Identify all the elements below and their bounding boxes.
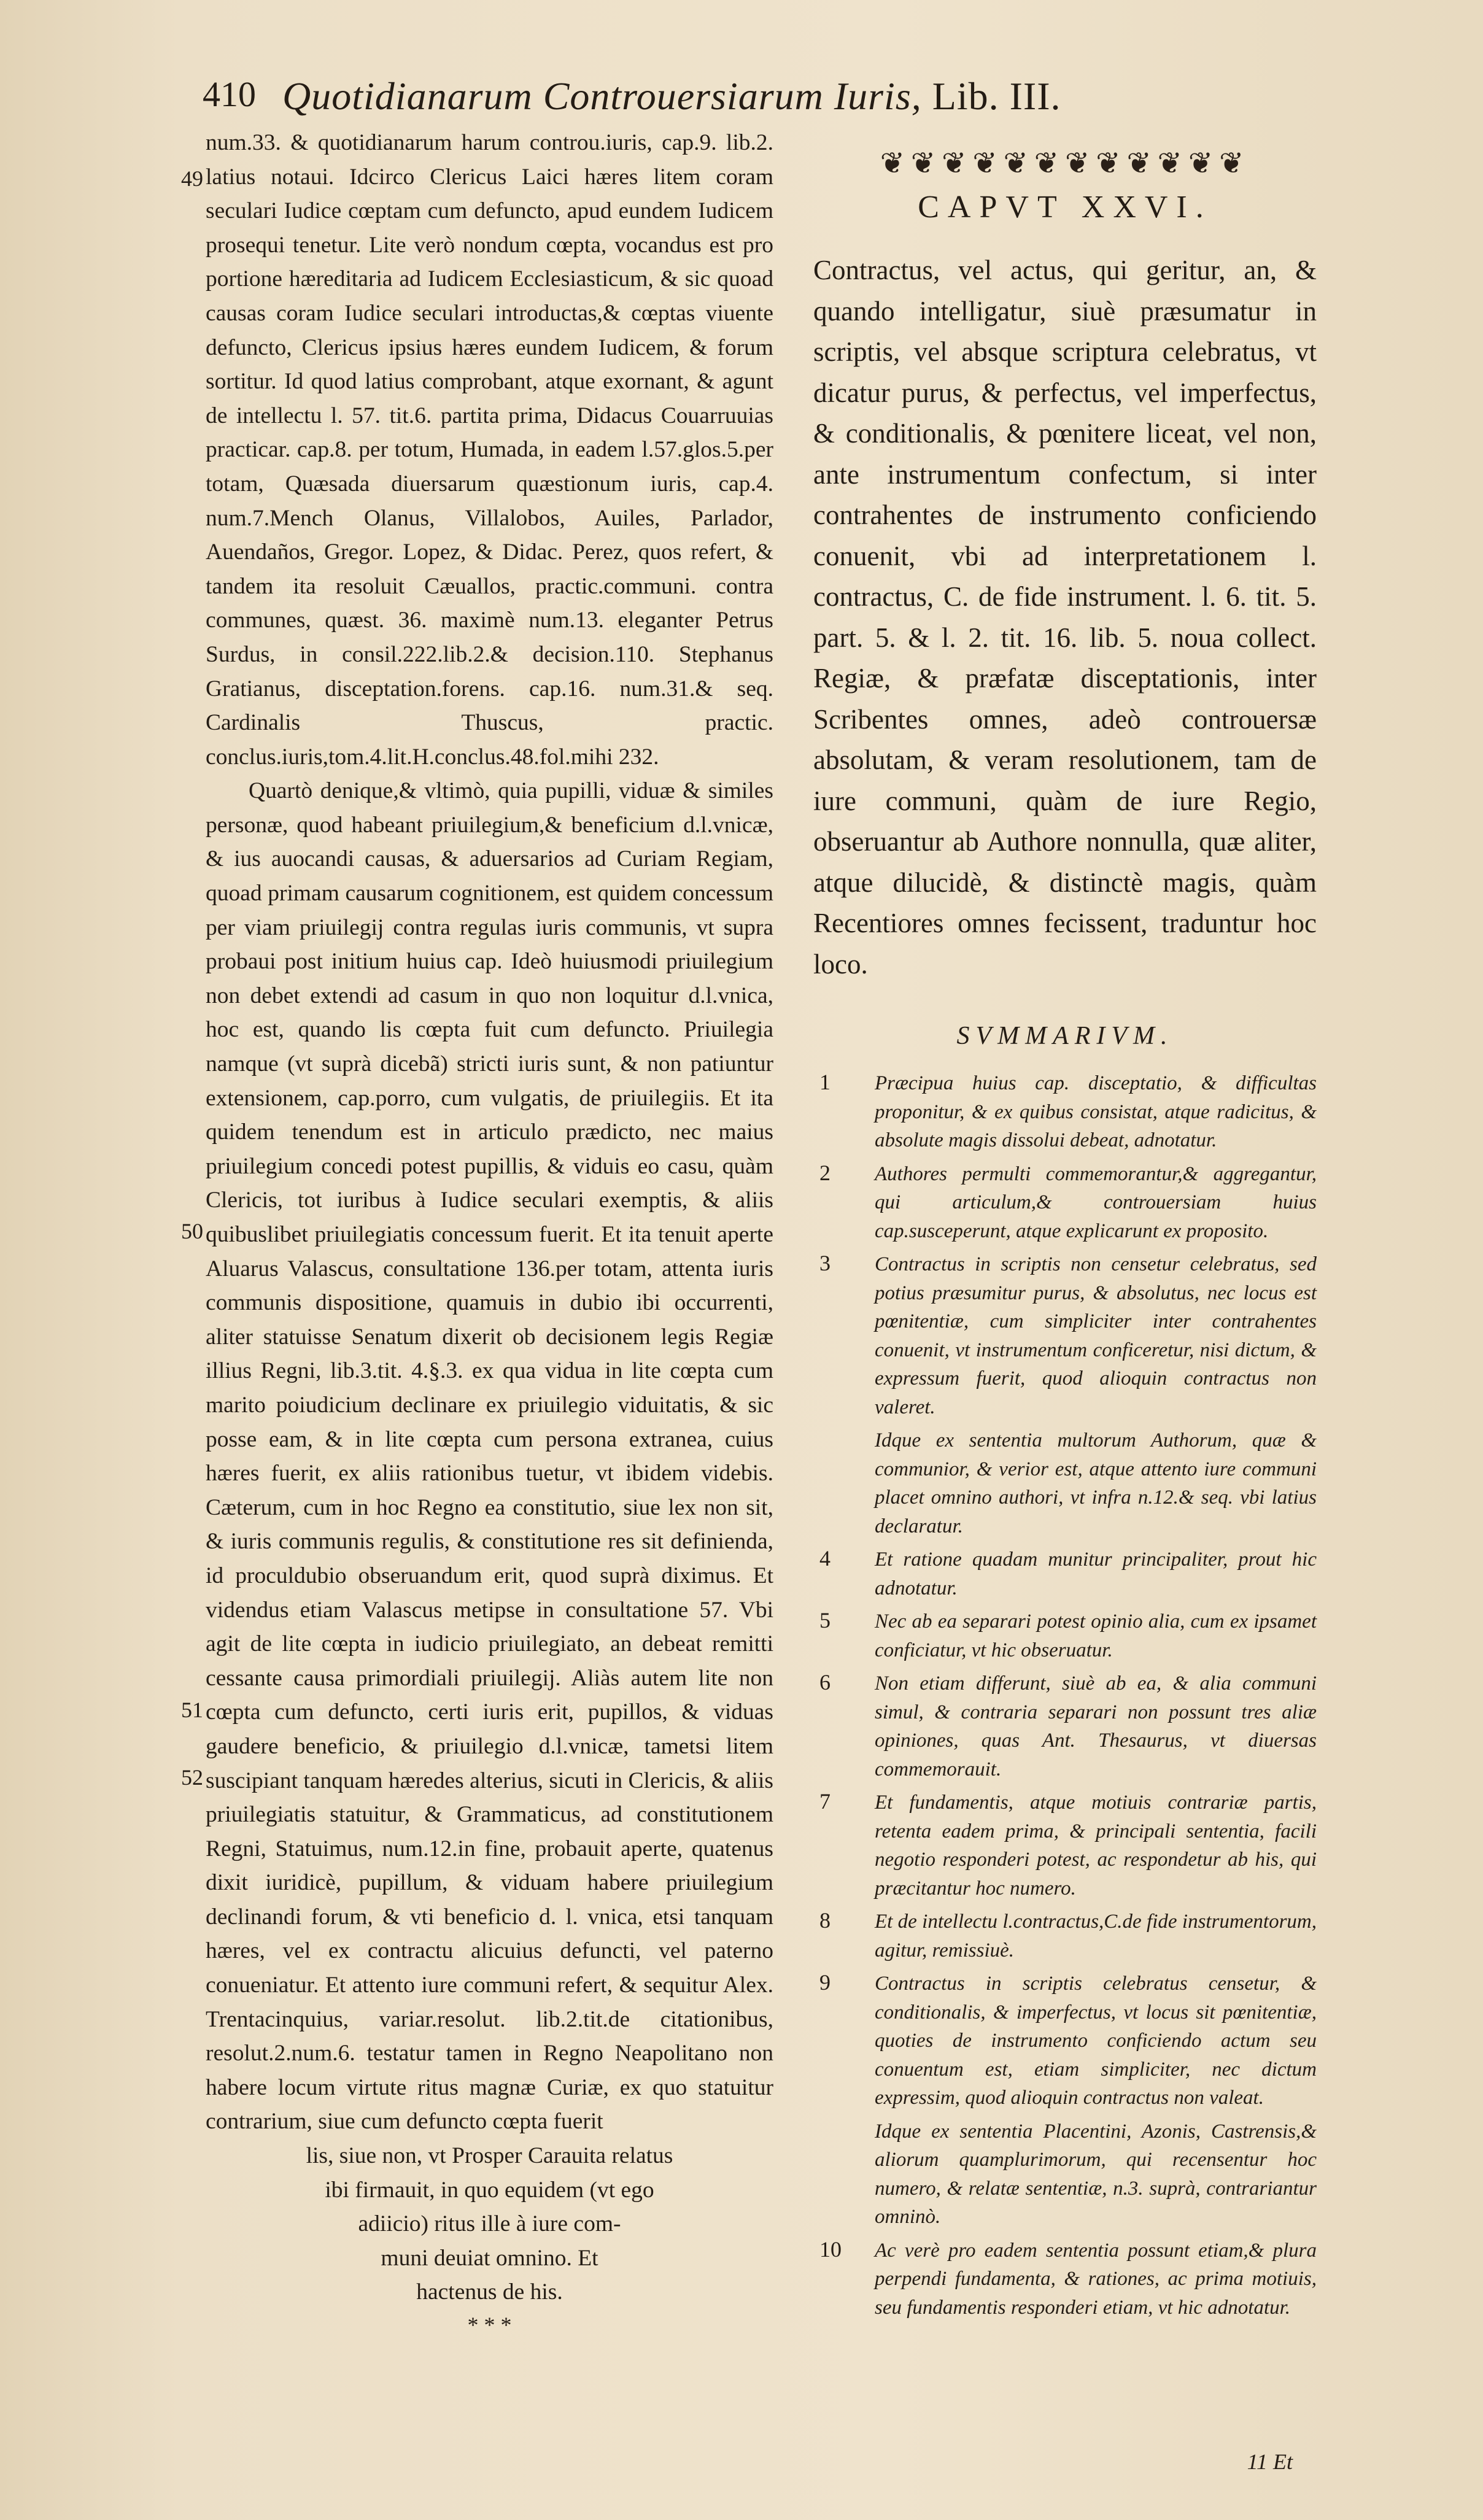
summary-text: Contractus in scriptis celebratus censetur, & conditionalis, & imperfectus, vt locus sit pœnitentiæ, quoties de instrumento conficiendo actum seu conuentum est, etiam simpliciter, nec dictum expressim, quod alioquin contractus non valeat. [875,1973,1317,2109]
chapter-heading: CAPVT XXVI. [918,190,1212,225]
summary-number: 9 [819,1970,831,1995]
tail-line: adiicio) ritus ille à iure com- [358,2211,621,2237]
summary-text: Et de intellectu l.contractus,C.de fide instrumentorum, agitur, remissiuè. [875,1911,1317,1962]
summary-text: Contractus in scriptis non censetur celebratus, sed potius præsumitur purus, & absolutus, nec locus est pœnitentiæ, cum simpliciter inter contrahentes conuenit, vt instrumentum conficeretur, nisi dictum, & expressum fuerit, quod alioquin contractus non valeret. [875,1253,1317,1418]
summary-subitem [819,1426,1317,1540]
tail-line: lis, siue non, vt Prosper Carauita relatus [306,2143,673,2169]
summary-number: 7 [819,1789,831,1814]
left-column [181,126,773,2338]
summary-number: 10 [819,2236,842,2262]
summary-subitem [819,2117,1317,2232]
summary-text: Et fundamentis, atque motiuis contrariæ partis, retenta eadem prima, & principali sententia, facili negotio responderi potest, ac respondetur ab his, qui præcitantur hoc numero. [875,1791,1317,1900]
summary-text: Non etiam differunt, siuè ab ea, & alia communi simul, & contraria separari non possunt tres aliæ opiniones, quas Ant. Thesaurus, vt diuersas commemorauit. [875,1672,1317,1780]
tail-line: ibi firmauit, in quo equidem (vt ego [325,2177,654,2203]
summary-item [819,1069,1317,1155]
catchword: 11 Et [1247,2449,1293,2474]
summary-text: Ac verè pro eadem sententia possunt etiam,& plura perpendi fundamenta, & rationes, ac prima motiuis, seu fundamentis responderi etiam, vt hic adnotatur. [875,2239,1317,2319]
paragraph: num.33. & quotidianarum harum controu.iuris, cap.9. lib.2. latius notaui. Idcirco Clericus Laici hæres litem coram seculari Iudice cœptam cum defuncto, apud eundem Iudicem prosequi tenetur. Lite verò nondum cœpta, vocandus est pro portione hæreditaria ad Iudicem Ecclesiasticum, & sic quoad causas coram Iudice seculari introductas,& cœptas viuente defuncto, Clericus ipsius hæres eundem Iudicem, & forum sortitur. Id quod latius comprobant, atque exornant, & agunt de intellectu l. 57. tit.6. partita prima, Didacus Couarruuias practicar. cap.8. per totum, Humada, in eadem l.57.glos.5.per totam, Quæsada diuersarum quæstionum iuris, cap.4. num.7.Mench Olanus, Villalobos, Auiles, Parlador, Auendaños, Gregor. Lopez, & Didac. Perez, quos refert, & tandem ita resoluit Cæuallos, practic.communi. contra communes, quæst. 36. maximè num.13. eleganter Petrus Surdus, in consil.222.lib.2.& decision.110. Stephanus Gratianus, disceptation.forens. cap.16. num.31.& seq. Cardinalis Thuscus, practic. conclus.iuris,tom.4.lit.H.conclus.48.fol.mihi 232. [206,130,773,770]
chapter-title-text: Contractus, vel actus, qui geritur, an, & quando intelligatur, siuè præsumatur in scriptis, vel absque scriptura celebratus, vt dicatur purus, & perfectus, vel imperfectus, & conditionalis, & pœnitere liceat, vel non, ante instrumentum confectum, si inter contrahentes de instrumento conficiendo conuenit, vbi ad interpretationem l. contractus, C. de fide instrument. l. 6. tit. 5. part. 5. & l. 2. tit. 16. lib. 5. noua collect. Regiæ, & præfatæ disceptationis, inter Scribentes omnes, adeò controuersæ absolutam, & veram resolutionem, tam de iure communi, quàm de iure Regio, obseruantur ab Authore nonnulla, quæ aliter, atque dilucidè, & distinctè magis, quàm Recentiores omnes fecissent, traduntur hoc loco. [813,255,1317,980]
book-label: Lib. III. [932,74,1061,118]
summary-item [819,1907,1317,1965]
summary-item [819,1607,1317,1664]
summary-number: 4 [819,1546,831,1571]
summary-item [819,1969,1317,2112]
page-number: 410 [203,74,256,114]
summary-text: Idque ex sententia Placentini, Azonis, Castrensis,& aliorum quamplurimorum, qui recensentur hoc numero, & relatæ sententiæ, n.3. suprà, contrariantur omninò. [875,2120,1317,2228]
summary-text: Et ratione quadam munitur principaliter, prout hic adnotatur. [875,1548,1317,1599]
margin-number: 50 [181,1219,203,1243]
summary-text: Nec ab ea separari potest opinio alia, cum ex ipsamet conficiatur, vt hic obseruatur. [875,1610,1317,1661]
summary-number: 8 [819,1908,831,1933]
chapter-title [813,250,1317,984]
summary-item [819,1545,1317,1602]
summary-number: 2 [819,1160,831,1185]
tail-line: hactenus de his. [416,2279,563,2305]
margin-number: 52 [181,1765,203,1790]
summary-item [819,1788,1317,1903]
summary-text: Authores permulti commemorantur,& aggregantur, qui articulum,& controuersiam huius cap.susceperunt, atque explicarunt ex proposito. [875,1162,1317,1242]
summary-heading: SVMMARIVM. [956,1022,1174,1050]
right-column [813,146,1317,2327]
ornament-band: ❦❦❦❦❦❦❦❦❦❦❦❦ [880,147,1250,180]
closing-stars: * * * [467,2313,512,2337]
summary-item [819,1250,1317,1421]
margin-number: 51 [181,1698,203,1722]
summary-item [819,1160,1317,1246]
margin-number: 49 [181,166,203,191]
summary-list [819,1069,1317,2322]
summary-text: Præcipua huius cap. disceptatio, & difficultas proponitur, & ex quibus consistat, atque radicitus, & absolute magis dissolui debeat, adnotatur. [875,1072,1317,1151]
summary-text: Idque ex sententia multorum Authorum, quæ & communior, & verior est, atque attento iure communi placet omnino authori, vt infra n.12.& seq. vbi latius declaratur. [875,1429,1317,1537]
tail-line: muni deuiat omnino. Et [381,2245,598,2271]
running-title-text: Quotidianarum Controuersiarum Iuris, [282,74,922,118]
summary-item [819,1669,1317,1784]
summary-number: 5 [819,1608,831,1633]
left-column-text [206,126,773,2338]
summary-item [819,2236,1317,2322]
paragraph: Quartò denique,& vltimò, quia pupilli, viduæ & similes personæ, quod habeant priuilegium,& beneficium d.l.vnicæ, & ius auocandi causas, & aduersarios ad Curiam Regiam, quoad primam causarum cognitionem, est quidem concessum per viam priuilegij contra regulas iuris communis, vt supra probaui post initium huius cap. Ideò huiusmodi priuilegium non debet extendi ad casum in quo non loquitur d.l.vnica, hoc est, quando lis cœpta fuit cum defuncto. Priuilegia namque (vt suprà dicebã) stricti iuris sunt, & non patiuntur extensionem, cap.porro, cum vulgatis, de priuilegiis. Et ita quidem tenendum est in articulo prædicto, nec maius priuilegium concedi potest pupillis, & viduis eo casu, quàm Clericis, tot iuribus à Iudice seculari exemptis, & aliis quibuslibet priuilegiatis concessum fuerit. Et ita tenuit aperte Aluarus Valascus, consultatione 136.per totam, attenta iuris communis dispositione, quamuis in dubio ibi occurrenti, aliter statuisse Senatum dixerit ob decisionem legis Regiæ illius Regni, lib.3.tit. 4.§.3. ex qua vidua in lite cœpta cum marito poiudicium declinare ex priuilegio viduitatis, & sic posse eam, & in lite cœpta cum persona extranea, cuius hæres fuerit, ex aliis rationibus tuetur, vt ibidem videbis. Cæterum, cum in hoc Regno ea constitutio, siue lex non sit, & iuris communis regulis, & constitutione res sit definienda, id proculdubio obseruandum erit, quod suprà diximus. Et videndus etiam Valascus metipse in consultatione 57. Vbi agit de lite cœpta in iudicio priuilegiato, an debeat remitti cessante causa primordiali priuilegij. Aliàs autem lite non cœpta cum defuncto, certi iuris erit, pupillos, & viduas gaudere beneficio, & priuilegio d.l.vnicæ, tametsi litem suscipiant tanquam hæredes alterius, sicuti in Clericis, & aliis priuilegiatis statuitur, & Grammaticus, ad constitutionem Regni, Statuimus, num.12.in fine, probauit aperte, quatenus dixit iuridicè, pupillum, & viduam habere priuilegium declinandi forum, & vti beneficio d. l. vnica, etsi tanquam hæres, vel ex contractu alicuius defuncti, vel paterno conueniatur. Et attento iure communi refert, & sequitur Alex. Trentacinquius, variar.resolut. lib.2.tit.de citationibus, resolut.2.num.6. testatur tamen in Regno Neapolitano non habere locum virtute ritus magnæ Curiæ, ex quo statuitur contrarium, siue cum defuncto cœpta fuerit [206,778,773,2135]
summary-number: 6 [819,1670,831,1695]
summary-number: 1 [819,1070,831,1094]
running-title [282,74,1061,119]
running-head [203,74,1299,123]
summary-number: 3 [819,1251,831,1275]
